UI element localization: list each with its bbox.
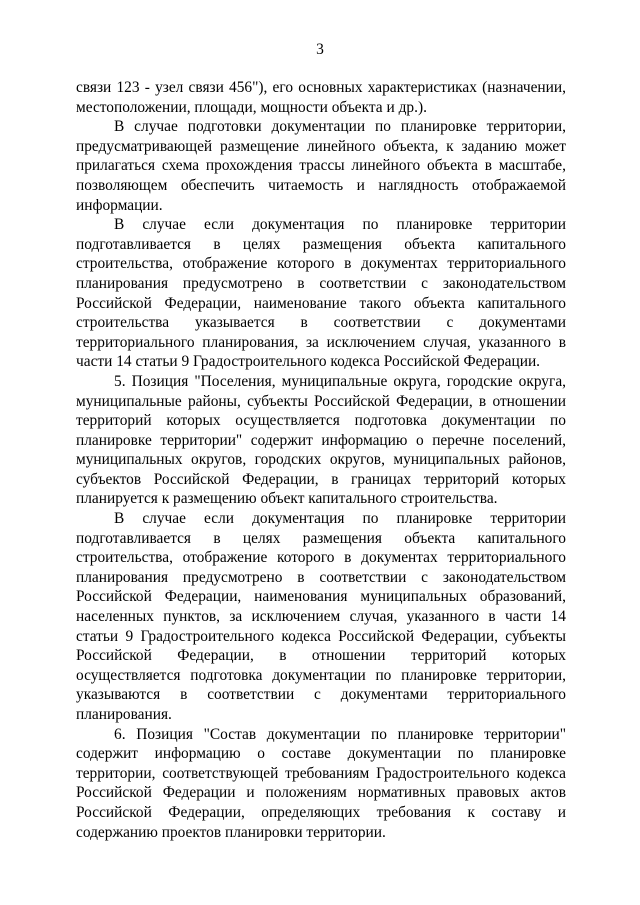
paragraph-continuation: связи 123 - узел связи 456"), его основных характеристиках (назначении, местоположении, площади, мощности объекта и др.). <box>76 79 566 116</box>
document-body <box>76 78 566 842</box>
paragraph-item-5: 5. Позиция "Поселения, муниципальные округа, городские округа, муниципальные районы, субъекты Российской Федерации, в отношении территорий которых осуществляется подготовка документации по планировке территории" содержит информацию о перечне поселений, муниципальных округов, городских округов, муниципальных районов, субъектов Российской Федерации, в границах территорий которых планируется к размещению объект капитального строительства. <box>76 372 566 508</box>
paragraph-linear-object-scheme: В случае подготовки документации по планировке территории, предусматривающей размещение линейного объекта, к заданию может прилагаться схема прохождения трассы линейного объекта в масштабе, позволяющем обеспечить читаемость и наглядность отображаемой информации. <box>76 118 566 214</box>
paragraph-capital-object-name: В случае если документация по планировке территории подготавливается в целях размещения объекта капитального строительства, отображение которого в документах территориального планирования предусмотрено в соответствии с законодательством Российской Федерации, наименование такого объекта капитального строительства указывается в соответствии с документами территориального планирования, за исключением случая, указанного в части 14 статьи 9 Градостроительного кодекса Российской Федерации. <box>76 216 566 371</box>
paragraph-municipal-names: В случае если документация по планировке территории подготавливается в целях размещения объекта капитального строительства, отображение которого в документах территориального планирования предусмотрено в соответствии с законодательством Российской Федерации, наименования муниципальных образований, населенных пунктов, за исключением случая, указанного в части 14 статьи 9 Градостроительного кодекса Российской Федерации, субъекты Российской Федерации, в отношении территорий которых осуществляется подготовка документации по планировке территории, указываются в соответствии с документами территориального планирования. <box>76 510 566 723</box>
page-number: 3 <box>316 41 324 58</box>
paragraph-item-6: 6. Позиция "Состав документации по планировке территории" содержит информацию о составе документации по планировке территории, соответствующей требованиям Градостроительного кодекса Российской Федерации и положениям нормативных правовых актов Российской Федерации, определяющих требования к составу и содержанию проектов планировки территории. <box>76 725 566 841</box>
